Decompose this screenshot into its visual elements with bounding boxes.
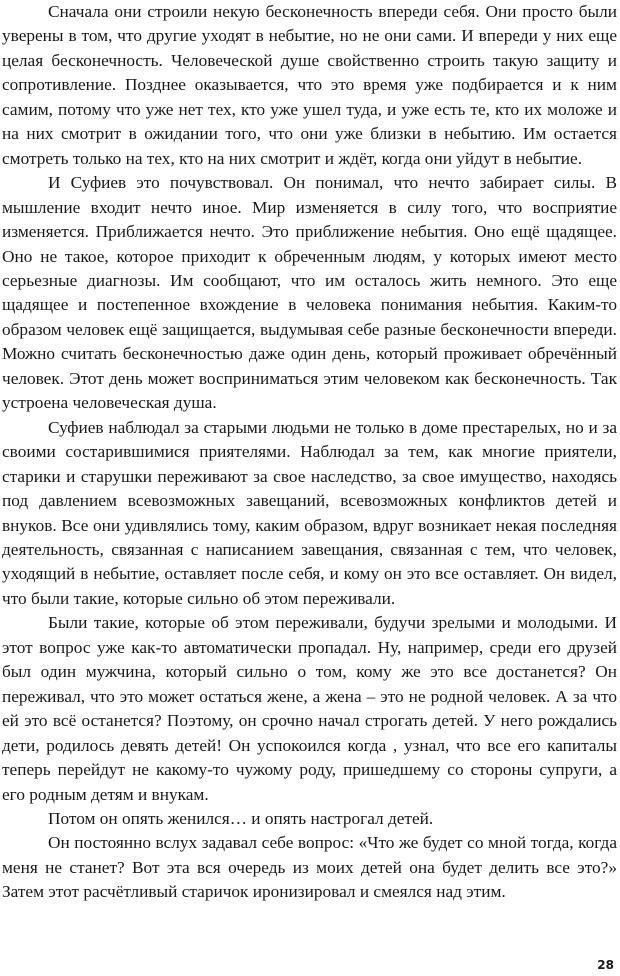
body-text	[2, 0, 617, 905]
paragraph-4: Были такие, которые об этом переживали, будучи зрелыми и молодыми. И этот вопрос уже как-то автоматически пропадал. Ну, например, среди его друзей был один мужчина, который сильно о том, кому же это все достанется? Он переживал, что это может остаться жене, а жена – это не родной человек. А за что ей это всё останется? Поэтому, он срочно начал строгать детей. У него рождались дети, родилось девять детей! Он успокоился когда , узнал, что все его капиталы теперь перейдут не какому-то чужому роду, пришедшему со стороны супруги, а его родным детям и внукам.	[2, 613, 617, 804]
paragraph-1: Сначала они строили некую бесконечность впереди себя. Они просто были уверены в том, что другие уходят в небытие, но не они сами. И впереди у них еще целая бесконечность. Человеческой душе свойственно строить такую защиту и сопротивление. Позднее оказывается, что это время уже подбирается и к ним самим, потому что уже нет тех, кто уже ушел туда, и уже есть те, кто их моложе и на них смотрит в ожидании того, что они уже близки в небытию. Им остается смотреть только на тех, кто на них смотрит и ждёт, когда они уйдут в небытие.	[2, 2, 617, 168]
paragraph-5: Потом он опять женился… и опять настрогал детей.	[48, 808, 434, 828]
page-number: 28	[597, 958, 614, 972]
paragraph-3: Суфиев наблюдал за старыми людьми не только в доме престарелых, но и за своими состарившимися приятелями. Наблюдал за тем, как многие приятели, старики и старушки переживают за свое наследство, за свое имущество, находясь под давлением всевозможных завещаний, всевозможных конфликтов детей и внуков. Все они удивлялись тому, каким образом, вдруг возникает некая последняя деятельность, связанная с написанием завещания, связанная с тем, что человек, уходящий в небытие, оставляет после себя, и кому он это все оставляет. Он видел, что были такие, которые сильно об этом переживали.	[2, 417, 617, 608]
paragraph-2: И Суфиев это почувствовал. Он понимал, что нечто забирает силы. В мышление входит нечто иное. Мир изменяется в силу того, что восприятие изменяется. Приближается нечто. Это приближение небытия. Оно ещё щадящее. Оно не такое, которое приходит к обреченным людям, у которых имеют место серьезные диагнозы. Им сообщают, что им осталось жить немного. Это еще щадящее и постепенное вхождение в человека понимания небытия. Каким-то образом человек ещё защищается, выдумывая себе разные бесконечности впереди. Можно считать бесконечностью даже один день, который проживает обречённый человек. Этот день может восприниматься этим человеком как бесконечность. Так устроена человеческая душа.	[2, 173, 617, 413]
paragraph-6: Он постоянно вслух задавал себе вопрос: «Что же будет со мной тогда, когда меня не станет? Вот эта вся очередь из моих детей она будет делить все это?» Затем этот расчётливый старичок иронизировал и смеялся над этим.	[2, 833, 617, 902]
